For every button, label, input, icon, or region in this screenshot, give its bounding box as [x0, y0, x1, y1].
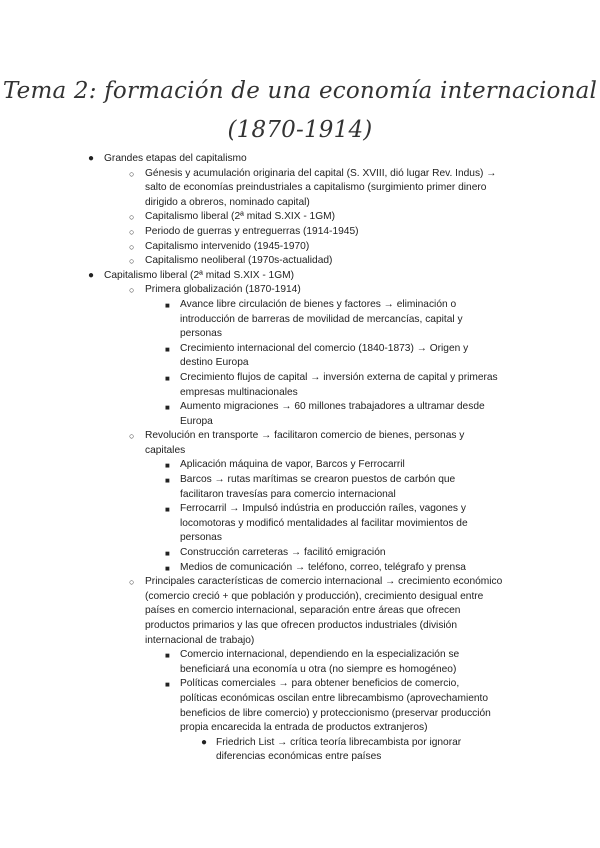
list-item — [0, 283, 507, 298]
list-item-text: Avance libre circulación de bienes y factores → eliminación o introducción de barreras de movilidad de mercancías, capital y personas — [180, 298, 463, 340]
list-item-text: Capitalismo liberal (2ª mitad S.XIX - 1GM) — [104, 269, 295, 281]
list-item — [0, 458, 498, 473]
bullet-icon: ■ — [165, 651, 170, 661]
list-item — [0, 210, 507, 225]
list-item — [0, 736, 501, 765]
bullet-icon: ■ — [165, 505, 170, 515]
list-item — [0, 254, 507, 269]
list-item-text: Primera globalización (1870-1914) — [145, 284, 301, 296]
bullet-icon: ■ — [165, 300, 170, 310]
bullet-icon: ■ — [165, 549, 170, 559]
list-item — [0, 429, 507, 458]
bullet-icon: ○ — [129, 577, 135, 588]
list-item-text: Medios de comunicación → teléfono, correo, telégrafo y prensa — [180, 561, 466, 573]
list-item-text: Barcos → rutas marítimas se crearon puestos de carbón que facilitaron travesías para comercio internacional — [180, 474, 456, 500]
list-item-text: Aplicación máquina de vapor, Barcos y Ferrocarril — [180, 459, 405, 471]
list-item — [0, 473, 498, 502]
bullet-icon: ■ — [165, 403, 170, 413]
list-item-text: Aumento migraciones → 60 millones trabajadores a ultramar desde Europa — [180, 401, 485, 427]
list-item-text: Principales características de comercio internacional → crecimiento económico (comercio creció + que población y producción), crecimiento desigual entre países en comercio internacional, separación entre áreas que ofrecen productos primarios y las que ofrecen productos industriales (división internacional de trabajo) — [145, 576, 503, 646]
list-item — [0, 371, 498, 400]
list-item-text: Grandes etapas del capitalismo — [104, 153, 247, 164]
bullet-icon: ○ — [129, 212, 135, 223]
list-item — [0, 400, 498, 429]
list-item-text: Génesis y acumulación originaria del capital (S. XVIII, dió lugar Rev. Indus) → salto de economías preindustriales a capitalismo (surgimiento primer dinero dirigido a obreros, nominado capital) — [145, 167, 497, 208]
bullet-icon: ● — [201, 736, 208, 748]
list-item-text: Periodo de guerras y entreguerras (1914-1945) — [145, 225, 359, 237]
list-item — [0, 152, 504, 167]
list-item — [0, 677, 498, 735]
list-item-text: Revolución en transporte → facilitaron comercio de bienes, personas y capitales — [145, 430, 465, 456]
list-item — [0, 298, 498, 342]
bullet-icon: ■ — [165, 680, 170, 690]
list-item — [0, 575, 507, 648]
bullet-icon: ○ — [129, 241, 135, 252]
bullet-icon: ● — [88, 269, 95, 281]
bullet-icon: ○ — [129, 256, 135, 267]
list-item-text: Políticas comerciales → para obtener beneficios de comercio, políticas económicas oscilan entre librecambismo (aprovechamiento beneficios de libre comercio) y proteccionismo (preservar producción propia encarecida la entrada de productos extranjeros) — [180, 678, 491, 734]
list-item-text: Capitalismo liberal (2ª mitad S.XIX - 1GM) — [145, 211, 336, 223]
list-item-text: Friedrich List → crítica teoría librecambista por ignorar diferencias económicas entre países — [216, 736, 462, 763]
list-item — [0, 225, 507, 240]
list-item — [0, 546, 498, 561]
list-item-text: Capitalismo neoliberal (1970s-actualidad) — [145, 255, 333, 267]
bullet-icon: ■ — [165, 461, 170, 471]
bullet-icon: ○ — [129, 226, 135, 237]
bullet-icon: ○ — [129, 285, 135, 296]
list-item — [0, 269, 504, 284]
list-item — [0, 240, 507, 255]
list-item — [0, 502, 498, 546]
list-item-text: Construcción carreteras → facilitó emigración — [180, 547, 386, 559]
page-title: Tema 2: formación de una economía internacional — [2, 78, 598, 104]
bullet-icon: ■ — [165, 344, 170, 354]
bullet-icon: ● — [88, 153, 95, 164]
bullet-icon: ■ — [165, 373, 170, 383]
page-subtitle: (1870-1914) — [227, 117, 373, 143]
bullet-icon: ■ — [165, 563, 170, 573]
list-item-text: Ferrocarril → Impulsó indústria en producción raíles, vagones y locomotoras y modificó mentalidades al facilitar movimientos de personas — [180, 503, 468, 544]
list-item — [0, 561, 498, 576]
list-item — [0, 648, 498, 677]
list-item — [0, 167, 507, 211]
list-item-text: Crecimiento internacional del comercio (1840-1873) → Origen y destino Europa — [180, 342, 469, 369]
list-item-text: Crecimiento flujos de capital → inversión externa de capital y primeras empresas multinacionales — [180, 371, 498, 398]
bullet-icon: ○ — [129, 431, 135, 442]
bullet-icon: ○ — [129, 168, 135, 179]
list-item-text: Capitalismo intervenido (1945-1970) — [145, 240, 310, 252]
list-item — [0, 342, 498, 371]
bullet-icon: ■ — [165, 476, 170, 486]
list-item-text: Comercio internacional, dependiendo en la especialización se beneficiará una economía u otra (no siempre es homogéneo) — [180, 649, 460, 675]
outline-list — [0, 152, 600, 765]
